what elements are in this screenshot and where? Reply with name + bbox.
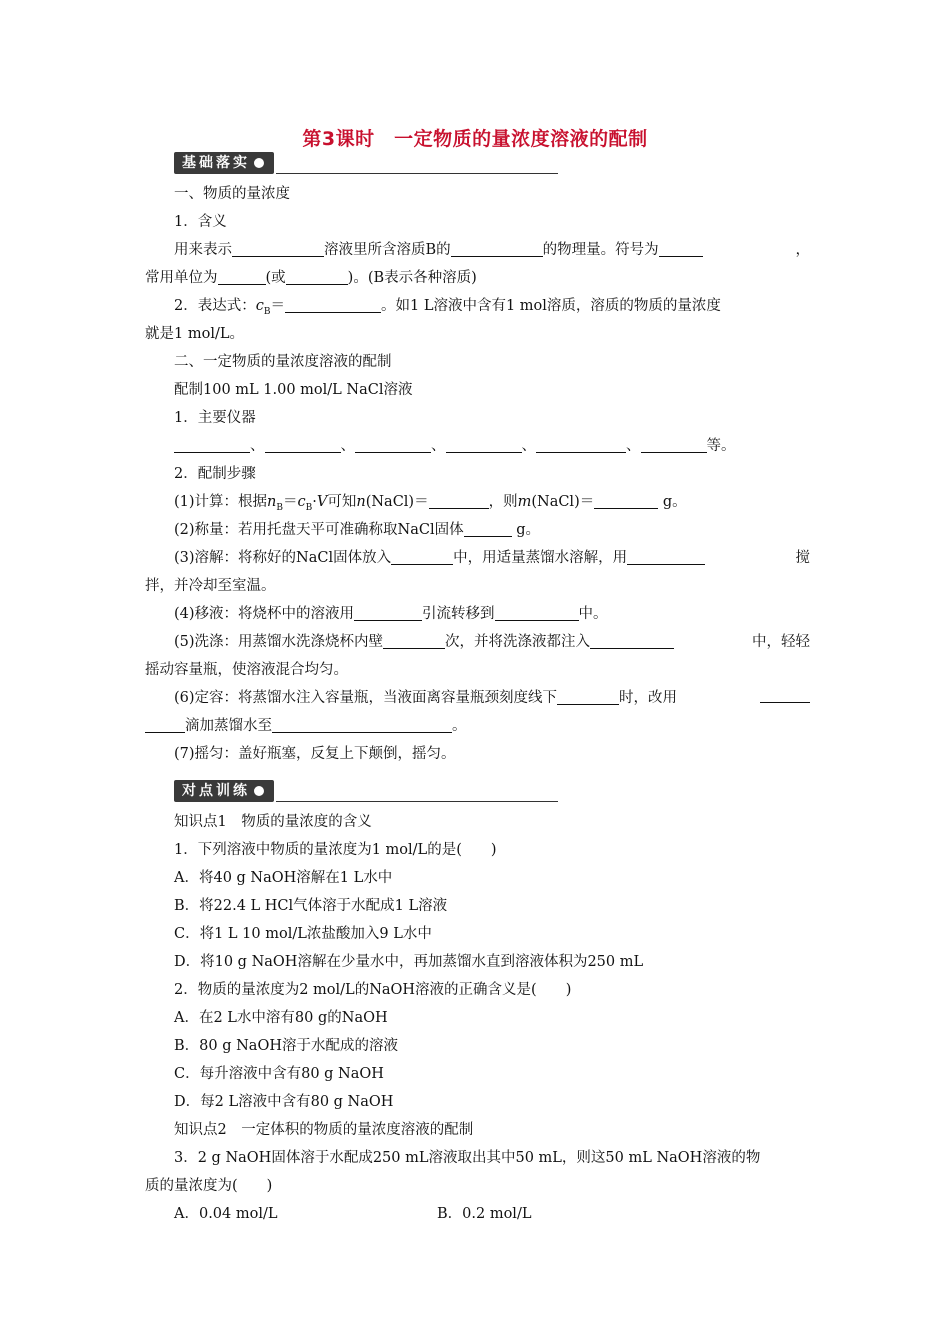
fill-blank[interactable] [536,434,626,453]
fill-blank[interactable] [354,602,422,621]
page-title: 第3课时 一定物质的量浓度溶液的配制 [302,128,648,150]
step-weighing: (2)称量：若用托盘天平可准确称取NaCl固体 g。 [145,516,810,544]
question-2-option-b: B．80 g NaOH溶于水配成的溶液 [174,1038,398,1054]
fill-blank[interactable] [594,490,658,509]
question-3-option-b: B．0.2 mol/L [437,1206,532,1222]
section-header-practice [174,780,558,804]
question-3-continued: 质的量浓度为( ) [145,1178,273,1194]
step-washing: (5)洗涤：用蒸馏水洗涤烧杯内壁 次，并将洗涤液都注入 中，轻轻 [145,628,810,656]
sub-heading-definition: 1．含义 [174,214,227,230]
heading-molar-concentration: 一、物质的量浓度 [174,186,290,202]
section-header-basics [174,152,558,176]
fill-blank[interactable] [557,686,619,705]
fill-blank[interactable] [355,434,431,453]
fill-blank[interactable] [391,546,453,565]
fill-blank[interactable] [145,714,185,733]
question-2-option-c: C．每升溶液中含有80 g NaOH [174,1066,384,1082]
question-1: 1．下列溶液中物质的量浓度为1 mol/L的是( ) [174,842,497,858]
bullet-dot-icon [254,158,264,168]
fill-blank[interactable] [659,238,703,257]
step-volume-fixing: (6)定容：将蒸馏水注入容量瓶，当液面离容量瓶颈刻度线下 时，改用 [145,684,810,712]
bullet-dot-icon [254,786,264,796]
section-divider [276,173,558,174]
heading-solution-preparation: 二、一定物质的量浓度溶液的配制 [174,354,392,370]
instruments-line: 、 、 、 、 、 等。 [145,432,810,460]
question-3-option-a: A．0.04 mol/L [174,1206,278,1222]
question-2: 2．物质的量浓度为2 mol/L的NaOH溶液的正确含义是( ) [174,982,572,998]
fill-blank[interactable] [641,434,707,453]
step-calculation: (1)计算：根据$n_B=c_B\cdot V$可知n(NaCl)＝ ，则m(NaCl)＝ g。 [145,488,810,522]
fill-blank[interactable] [446,434,522,453]
fill-blank[interactable] [272,714,452,733]
fill-blank[interactable] [464,518,512,537]
question-1-option-c: C．将1 L 10 mol/L浓盐酸加入9 L水中 [174,926,432,942]
step-volume-fixing-continued: 滴加蒸馏水至 。 [145,712,810,740]
expression-line: 2．表达式：$c_B=$ 。如1 L溶液中含有1 mol溶质，溶质的物质的量浓度 [145,292,810,326]
fill-blank[interactable] [627,546,705,565]
section-header-label: 基础落实 [182,155,250,171]
question-3-options [145,1200,810,1228]
fill-blank[interactable] [285,294,381,313]
knowledge-point-2: 知识点2 一定体积的物质的量浓度溶液的配制 [174,1122,474,1138]
sub-heading-steps: 2．配制步骤 [174,466,256,482]
question-2-option-a: A．在2 L水中溶有80 g的NaOH [174,1010,388,1026]
question-3: 3．2 g NaOH固体溶于水配成250 mL溶液取出其中50 mL，则这50 mL NaOH溶液的物 [174,1150,761,1166]
fill-blank[interactable] [232,238,324,257]
step-dissolving: (3)溶解：将称好的NaCl固体放入 中，用适量蒸馏水溶解，用 搅 [145,544,810,572]
unit-line: 常用单位为 (或 )。(B表示各种溶质) [145,264,810,292]
step-shaking: (7)摇匀：盖好瓶塞，反复上下颠倒，摇匀。 [174,746,456,762]
question-1-option-b: B．将22.4 L HCl气体溶于水配成1 L溶液 [174,898,448,914]
section-header-label: 对点训练 [182,783,250,799]
expression-line-continued: 就是1 mol/L。 [145,326,244,342]
fill-blank[interactable] [286,266,348,285]
section-divider [276,801,558,802]
fill-blank[interactable] [451,238,543,257]
question-2-option-d: D．每2 L溶液中含有80 g NaOH [174,1094,394,1110]
definition-line: 用来表示 溶液里所含溶质B的 的物理量。符号为 ， [145,236,810,264]
fill-blank[interactable] [174,434,250,453]
knowledge-point-1: 知识点1 物质的量浓度的含义 [174,814,372,830]
fill-blank[interactable] [429,490,489,509]
fill-blank[interactable] [265,434,341,453]
step-dissolving-continued: 拌，并冷却至室温。 [145,578,276,594]
preparation-target: 配制100 mL 1.00 mol/L NaCl溶液 [174,382,413,398]
fill-blank[interactable] [218,266,266,285]
sub-heading-instruments: 1．主要仪器 [174,410,256,426]
fill-blank[interactable] [590,630,674,649]
step-washing-continued: 摇动容量瓶，使溶液混合均匀。 [145,662,348,678]
fill-blank[interactable] [760,684,810,703]
step-transfer: (4)移液：将烧杯中的溶液用 引流转移到 中。 [145,600,810,628]
question-1-option-d: D．将10 g NaOH溶解在少量水中，再加蒸馏水直到溶液体积为250 mL [174,954,644,970]
fill-blank[interactable] [383,630,445,649]
fill-blank[interactable] [495,602,579,621]
question-1-option-a: A．将40 g NaOH溶解在1 L水中 [174,870,393,886]
